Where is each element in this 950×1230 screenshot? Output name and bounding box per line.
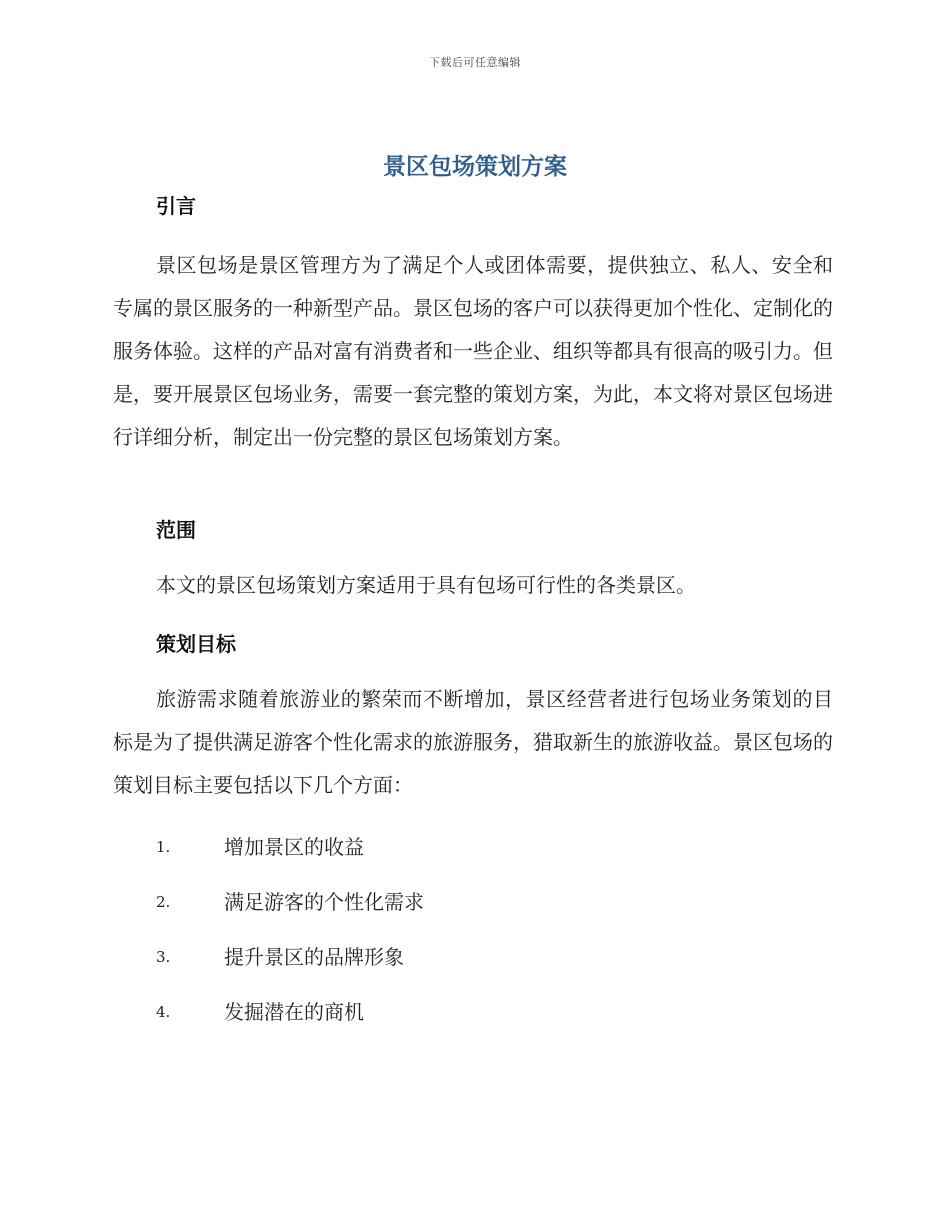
objectives-paragraph: 旅游需求随着旅游业的繁荣而不断增加，景区经营者进行包场业务策划的目标是为了提供满足游客个性化需求的旅游服务，猎取新生的旅游收益。景区包场的策划目标主要包括以下几个方面： xyxy=(113,687,833,797)
list-item-text: 增加景区的收益 xyxy=(224,835,364,859)
section-introduction xyxy=(113,190,833,504)
list-item-text: 发掘潜在的商机 xyxy=(224,1000,364,1024)
section-heading-objectives: 策划目标 xyxy=(156,632,236,656)
section-heading-introduction: 引言 xyxy=(156,194,196,218)
scope-paragraph: 本文的景区包场策划方案适用于具有包场可行性的各类景区。 xyxy=(156,573,696,597)
section-scope xyxy=(113,514,833,628)
introduction-paragraph: 景区包场是景区管理方为了满足个人或团体需要，提供独立、私人、安全和专属的景区服务的一种新型产品。景区包场的客户可以获得更加个性化、定制化的服务体验。这样的产品对富有消费者和一些企业、组织等都具有很高的吸引力。但是，要开展景区包场业务，需要一套完整的策划方案，为此，本文将对景区包场进行详细分析，制定出一份完整的景区包场策划方案。 xyxy=(113,253,833,449)
section-objectives xyxy=(113,628,833,1040)
page-header: 下载后可任意编辑 xyxy=(429,56,521,69)
document-body xyxy=(113,190,833,1040)
list-item xyxy=(113,820,833,875)
list-item-number: 3. xyxy=(156,948,171,966)
objectives-list xyxy=(113,820,833,1040)
list-item xyxy=(113,985,833,1040)
list-item xyxy=(113,930,833,985)
document-title: 景区包场策划方案 xyxy=(383,154,567,180)
list-item-text: 提升景区的品牌形象 xyxy=(224,945,404,969)
list-item-number: 4. xyxy=(156,1003,171,1021)
list-item-text: 满足游客的个性化需求 xyxy=(224,890,424,914)
list-item xyxy=(113,875,833,930)
list-item-number: 1. xyxy=(156,838,171,856)
section-heading-scope: 范围 xyxy=(156,518,196,542)
list-item-number: 2. xyxy=(156,893,171,911)
